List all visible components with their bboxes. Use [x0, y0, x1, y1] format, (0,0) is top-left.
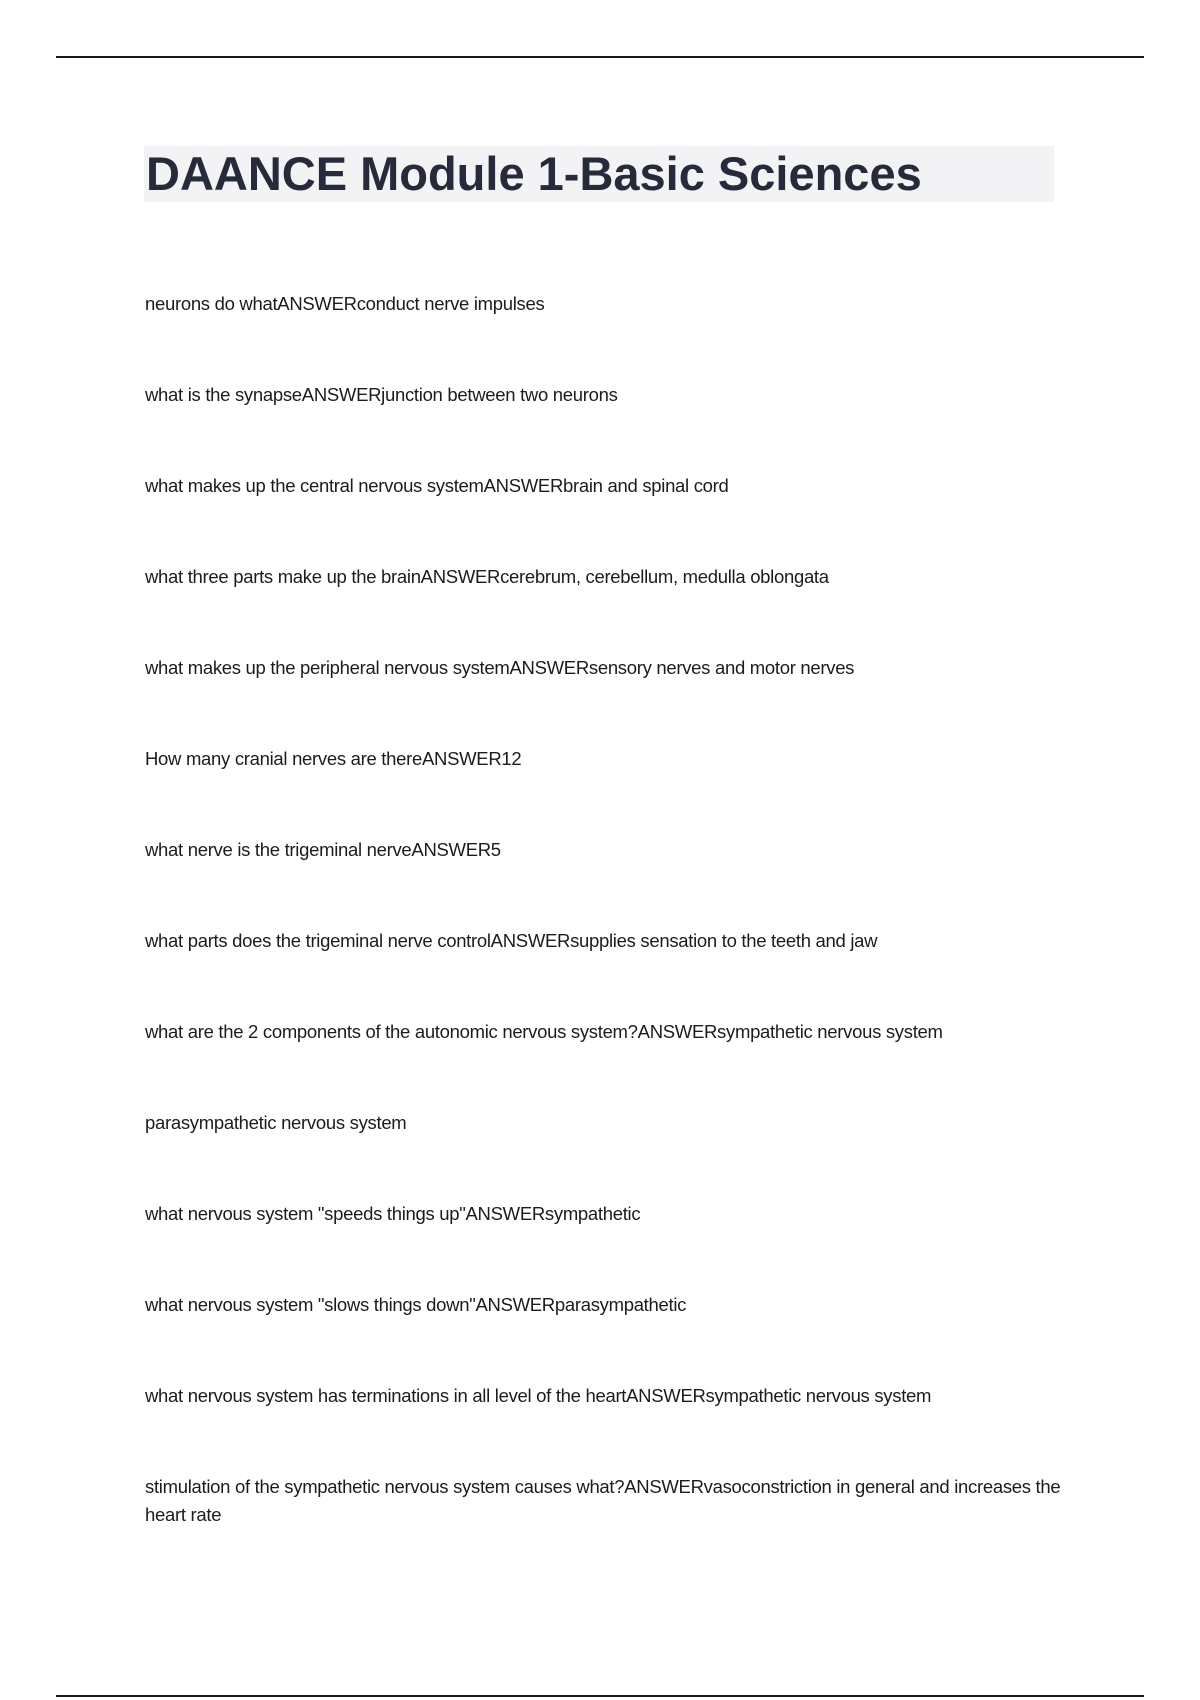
document-title: DAANCE Module 1-Basic Sciences: [146, 147, 922, 200]
qa-item: what nerve is the trigeminal nerveANSWER5: [145, 839, 501, 860]
qa-item: what is the synapseANSWERjunction between two neurons: [145, 384, 618, 405]
qa-item: stimulation of the sympathetic nervous system causes what?ANSWERvasoconstriction in general and increases the heart rate: [145, 1476, 1061, 1525]
qa-item: neurons do whatANSWERconduct nerve impulses: [145, 293, 545, 314]
top-rule: [56, 56, 1144, 58]
qa-item: parasympathetic nervous system: [145, 1112, 407, 1133]
qa-item: what makes up the peripheral nervous systemANSWERsensory nerves and motor nerves: [145, 657, 855, 678]
qa-item: what nervous system has terminations in all level of the heartANSWERsympathetic nervous system: [145, 1385, 932, 1406]
qa-item: what three parts make up the brainANSWERcerebrum, cerebellum, medulla oblongata: [145, 566, 829, 587]
qa-item: what are the 2 components of the autonomic nervous system?ANSWERsympathetic nervous system: [145, 1021, 943, 1042]
qa-item: what makes up the central nervous systemANSWERbrain and spinal cord: [145, 475, 729, 496]
qa-item: what nervous system "speeds things up"ANSWERsympathetic: [145, 1203, 641, 1224]
qa-list: [145, 290, 1065, 1592]
qa-item: what parts does the trigeminal nerve controlANSWERsupplies sensation to the teeth and jaw: [145, 930, 878, 951]
qa-item: How many cranial nerves are thereANSWER12: [145, 748, 522, 769]
qa-item: what nervous system "slows things down"ANSWERparasympathetic: [145, 1294, 687, 1315]
bottom-rule: [56, 1695, 1144, 1697]
